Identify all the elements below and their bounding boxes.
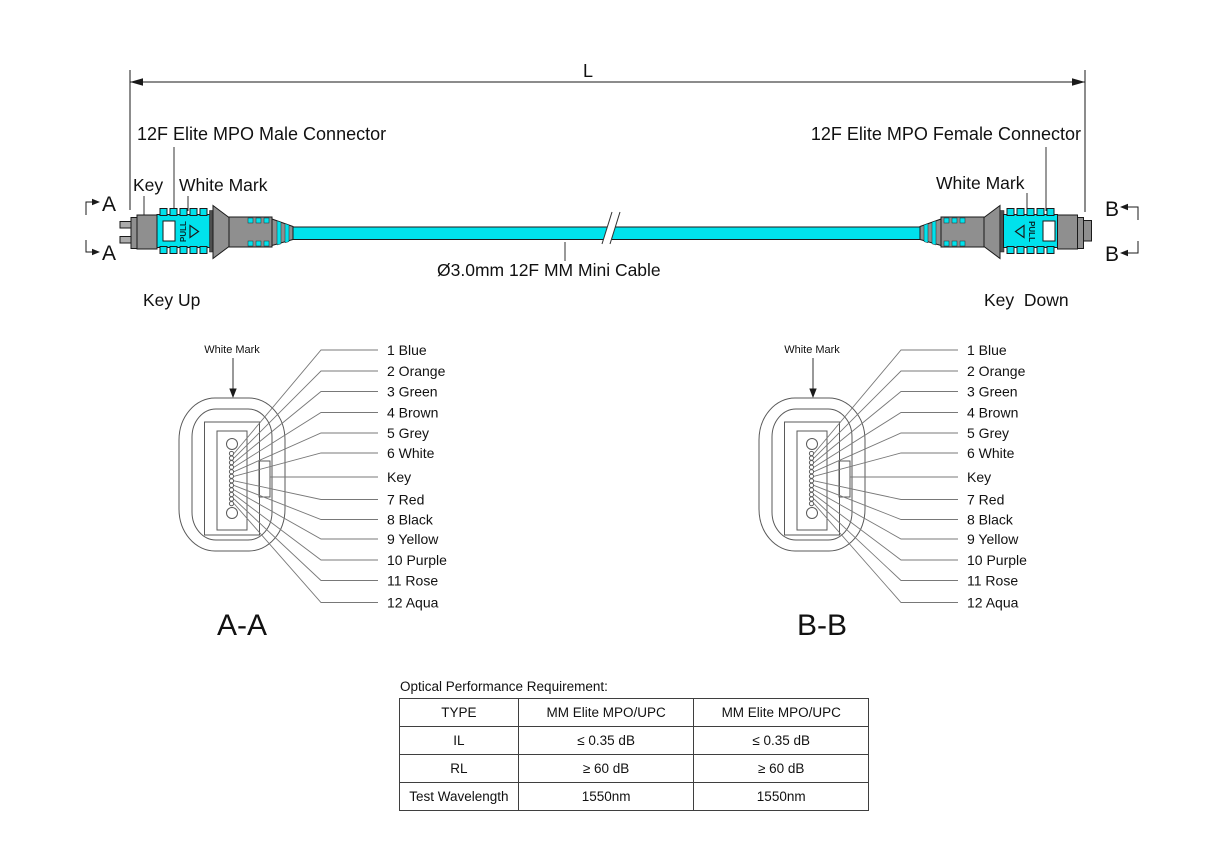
- ferrule-tip: [1084, 221, 1092, 242]
- section-b-bottom-label: B: [1105, 243, 1120, 266]
- legend-item: 6 White: [967, 445, 1015, 461]
- white-mark: [163, 221, 175, 241]
- fiber-legend: [387, 342, 447, 611]
- legend-item: 7 Red: [387, 491, 425, 508]
- table-row: [400, 727, 869, 755]
- key-down-label: Key Down: [984, 290, 1069, 310]
- legend-item: Key: [967, 469, 992, 485]
- cell-il-end-b: ≤ 0.35 dB: [694, 727, 869, 755]
- table-row: [400, 755, 869, 783]
- legend-item: 2 Orange: [967, 363, 1026, 379]
- key-label-left: Key: [133, 175, 164, 195]
- white-mark-label-left: White Mark: [179, 175, 268, 195]
- section-a-top-label: A: [102, 193, 117, 216]
- cell-type-end-a: MM Elite MPO/UPC: [518, 699, 694, 727]
- cell-il-end-a: ≤ 0.35 dB: [518, 727, 694, 755]
- optical-performance-section: [399, 679, 869, 811]
- legend-item: 8 Black: [967, 511, 1013, 528]
- fiber-dots: [809, 451, 813, 505]
- legend-item: Key: [387, 469, 412, 485]
- section-view-aa: [80, 335, 460, 650]
- key-up-label: Key Up: [143, 290, 201, 310]
- section-a-bottom-label: A: [102, 242, 117, 265]
- legend-item: 4 Brown: [967, 404, 1019, 421]
- assembly-drawing: [0, 0, 1214, 330]
- boot-taper: [272, 219, 293, 246]
- white-mark-arrow-icon: [809, 358, 816, 398]
- legend-item: 12 Aqua: [387, 594, 439, 611]
- guide-hole-bottom: [807, 508, 818, 519]
- strain-collar: [984, 206, 1000, 259]
- guide-hole-top: [807, 439, 818, 450]
- ferrule-body: [1058, 215, 1078, 249]
- white-mark-label: White Mark: [784, 344, 840, 356]
- ferrule-body: [137, 215, 157, 249]
- white-mark: [1043, 221, 1055, 241]
- length-label: L: [582, 61, 594, 81]
- ferrule-face: [1078, 218, 1084, 249]
- legend-item: 10 Purple: [967, 552, 1027, 568]
- legend-item: 9 Yellow: [967, 531, 1019, 547]
- pull-tab-label: PULL: [1026, 221, 1036, 242]
- key-notch: [259, 461, 270, 497]
- strain-collar: [213, 206, 229, 259]
- view-title: B-B: [796, 609, 848, 642]
- female-connector: [920, 206, 1092, 259]
- fiber-dots: [229, 451, 233, 505]
- cable-label: Ø3.0mm 12F MM Mini Cable: [437, 260, 661, 280]
- table-title: Optical Performance Requirement:: [400, 679, 608, 694]
- dimension-arrow-left: [130, 78, 143, 86]
- cell-il-label: IL: [400, 727, 519, 755]
- optical-performance-table: [399, 698, 869, 811]
- section-marker-a-bottom: [86, 240, 116, 265]
- guide-hole-bottom: [227, 508, 238, 519]
- legend-item: 4 Brown: [387, 404, 439, 421]
- section-b-top-label: B: [1105, 198, 1120, 221]
- cell-type-header: TYPE: [400, 699, 519, 727]
- legend-item: 7 Red: [967, 491, 1005, 508]
- legend-leader-lines: [814, 350, 958, 603]
- male-connector-label: 12F Elite MPO Male Connector: [137, 124, 387, 144]
- legend-item: 12 Aqua: [967, 594, 1019, 611]
- cell-rl-end-b: ≥ 60 dB: [694, 755, 869, 783]
- legend-item: 5 Grey: [967, 425, 1010, 441]
- legend-item: 1 Blue: [387, 342, 427, 358]
- white-mark-label-right: White Mark: [936, 173, 1025, 193]
- legend-item: 2 Orange: [387, 363, 446, 379]
- section-view-bb: [660, 335, 1040, 650]
- legend-item: 3 Green: [387, 383, 438, 400]
- dimension-arrow-right: [1072, 78, 1085, 86]
- table-row: [400, 699, 869, 727]
- legend-item: 11 Rose: [967, 572, 1019, 589]
- cell-wavelength-label: Test Wavelength: [400, 783, 519, 811]
- key-notch: [839, 461, 850, 497]
- white-mark-arrow-icon: [229, 358, 236, 398]
- section-marker-b-top: [1105, 198, 1138, 221]
- guide-pin-bottom: [120, 237, 132, 244]
- legend-item: 9 Yellow: [387, 531, 439, 547]
- boot-taper: [920, 219, 941, 246]
- white-mark-label: White Mark: [204, 344, 260, 356]
- cell-rl-end-a: ≥ 60 dB: [518, 755, 694, 783]
- cell-rl-label: RL: [400, 755, 519, 783]
- guide-hole-top: [227, 439, 238, 450]
- legend-item: 3 Green: [967, 383, 1018, 400]
- cell-type-end-b: MM Elite MPO/UPC: [694, 699, 869, 727]
- table-row: [400, 783, 869, 811]
- view-title: A-A: [216, 609, 268, 642]
- legend-item: 8 Black: [387, 511, 433, 528]
- legend-leader-lines: [234, 350, 378, 603]
- guide-pin-top: [120, 222, 132, 229]
- ferrule-face: [131, 218, 137, 249]
- female-connector-label: 12F Elite MPO Female Connector: [810, 124, 1081, 144]
- fiber-legend: [967, 342, 1027, 611]
- legend-item: 1 Blue: [967, 342, 1007, 358]
- legend-item: 5 Grey: [387, 425, 430, 441]
- legend-item: 6 White: [387, 445, 435, 461]
- section-marker-b-bottom: [1105, 241, 1138, 266]
- section-marker-a-top: [86, 193, 116, 216]
- cell-wavelength-end-b: 1550nm: [694, 783, 869, 811]
- male-connector: [120, 206, 293, 259]
- legend-item: 10 Purple: [387, 552, 447, 568]
- legend-item: 11 Rose: [387, 572, 439, 589]
- cell-wavelength-end-a: 1550nm: [518, 783, 694, 811]
- pull-tab-label: PULL: [179, 221, 189, 242]
